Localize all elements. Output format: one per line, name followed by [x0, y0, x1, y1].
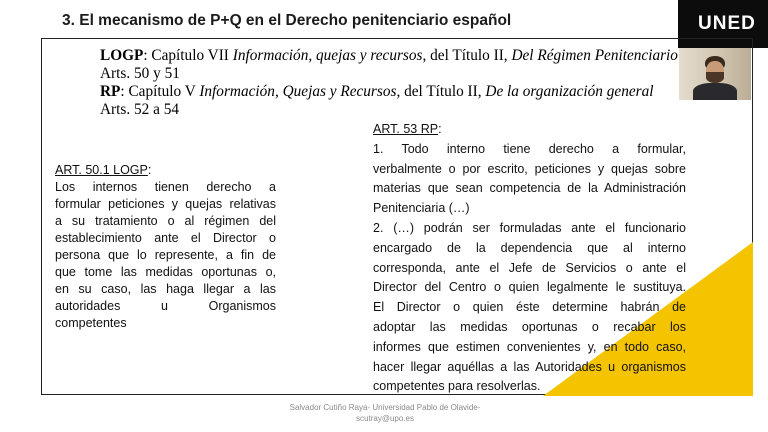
art-53-line-last: competentes para resolverlas. [373, 379, 541, 394]
art-53-heading: ART. 53 RP [373, 122, 439, 136]
art-50-block [55, 162, 276, 332]
logp-chapter-title: Información, quejas y recursos [232, 47, 423, 64]
logp-title-name: Del Régimen Penitenciario [511, 47, 678, 64]
rp-articles: Arts. 52 a 54 [100, 101, 180, 118]
art-50-line: que tome las medidas oportunas o, [55, 265, 276, 279]
art-50-heading: ART. 50.1 LOGP [55, 163, 148, 177]
art-53-line: corresponda, ante el Jefe de Servicios o ante el [373, 260, 686, 275]
art-53-line: materias que sean competencia de la Administración [373, 181, 686, 196]
uned-logo-text: UNED [698, 13, 756, 34]
art-50-line-last: competentes [55, 316, 127, 330]
art-53-line: 1. Todo interno tiene derecho a formular, [373, 141, 686, 156]
art-53-line: adoptar las medidas oportunas o recabar los [373, 319, 686, 334]
art-50-line: persona que lo represente, a fin de [55, 248, 276, 262]
art-50-heading-line [55, 162, 276, 179]
footer-email: scutray@upo.es [356, 414, 414, 423]
logp-title-mid: , del Título II, [422, 47, 512, 64]
art-50-line: a su tratamiento o al régimen del [55, 214, 276, 228]
art-53-heading-colon: : [438, 122, 442, 136]
art-53-line: verbalmente o por escrito, peticiones y quejas sobre [373, 161, 686, 176]
art-50-heading-colon: : [147, 163, 152, 177]
art-50-line: autoridades u Organismos [55, 299, 276, 313]
art-53-line: hacer llegar aquéllas a las Autoridades u organismos [373, 359, 686, 374]
rp-sep: : Capítulo V [120, 83, 200, 100]
art-50-line: Los internos tienen derecho a [55, 180, 276, 194]
rp-abbr: RP [100, 83, 121, 100]
art-50-line: en su caso, las haga llegar a las [55, 282, 276, 296]
logp-articles: Arts. 50 y 51 [100, 65, 180, 82]
art-53-line: 2. (…) podrán ser formuladas ante el funcionario [373, 220, 686, 235]
art-53-block [373, 120, 686, 397]
art-53-line: Director del Centro o quien legalmente le sustituya. [373, 280, 686, 295]
art-53-line: encargado de la dependencia que al interno [373, 240, 686, 255]
rp-chapter-title: Información, Quejas y Recursos [199, 83, 397, 100]
logp-abbr: LOGP [100, 47, 144, 64]
rp-reference [100, 83, 654, 101]
art-50-line: establecimiento ante el Director o [55, 231, 276, 245]
footer-author: Salvador Cutiño Raya- Universidad Pablo de Olavide- [289, 403, 481, 412]
logp-reference [100, 47, 678, 65]
slide-footer [260, 402, 510, 424]
logp-sep: : Capítulo VII [143, 47, 233, 64]
art-50-line: formular peticiones y quejas relativas [55, 197, 276, 211]
slide-title: 3. El mecanismo de P+Q en el Derecho penitenciario español [62, 12, 512, 29]
rp-title-mid: , del Título II, [396, 83, 486, 100]
art-53-line: informes que estimen convenientes y, en todo caso, [373, 339, 686, 354]
art-53-line: El Director o quien éste determine habrán de [373, 300, 686, 315]
rp-title-name: De la organización general [485, 83, 654, 100]
art-53-line: Penitenciaria (…) [373, 201, 470, 216]
art-53-heading-line [373, 120, 686, 140]
